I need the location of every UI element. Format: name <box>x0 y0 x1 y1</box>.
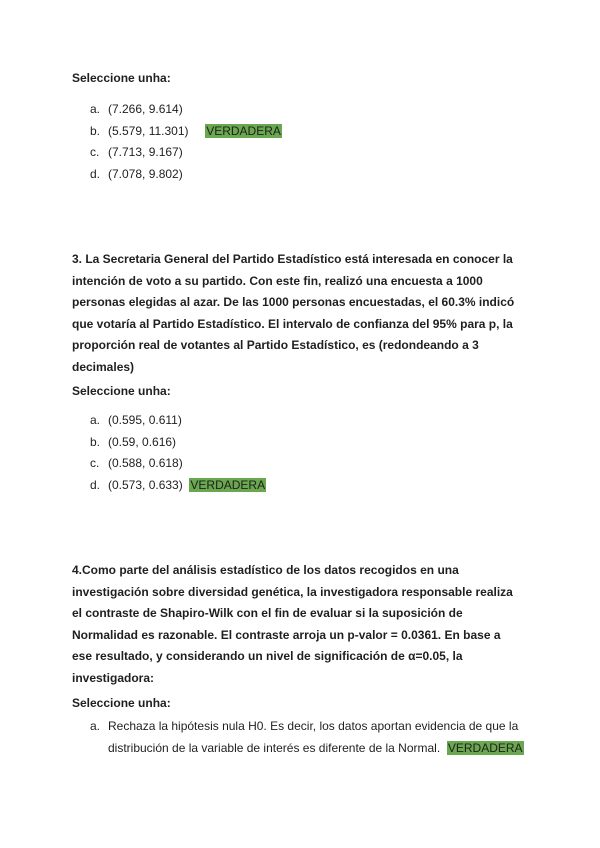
answer-options <box>90 410 266 496</box>
question-4-text: 4.Como parte del análisis estadístico de los datos recogidos en una investigación sobre diversidad genética, la investigadora responsable realiza el contraste de Shapiro-Wilk con el fin de evaluar si la suposición de Normalidad es razonable. El contraste arroja un p-valor = 0.0361. En base a ese resultado, y considerando un nivel de significación de α=0.05, la investigadora: <box>72 563 513 685</box>
option-c[interactable]: c. (7.713, 9.167) <box>90 145 183 159</box>
select-label: Seleccione unha: <box>72 71 171 85</box>
option-text: (0.595, 0.611) <box>108 413 182 427</box>
option-a[interactable]: a. (0.595, 0.611) <box>90 413 182 427</box>
option-d[interactable]: d. (7.078, 9.802) <box>90 166 183 181</box>
option-text: (0.573, 0.633) <box>108 477 183 492</box>
option-text: (0.588, 0.618) <box>108 456 183 470</box>
option-text: Rechaza la hipótesis nula H0. Es decir, los datos aportan evidencia de que la distribución de la variable de interés es diferente de la Normal. <box>108 719 519 755</box>
answer-options <box>90 99 282 185</box>
option-text: (7.078, 9.802) <box>108 166 183 181</box>
select-label: Seleccione unha: <box>72 384 171 398</box>
select-label: Seleccione unha: <box>72 696 171 710</box>
option-text: (7.266, 9.614) <box>108 102 183 116</box>
option-text: (5.579, 11.301) <box>108 123 189 138</box>
option-text: (7.713, 9.167) <box>108 145 183 159</box>
correct-badge: VERDADERA <box>206 123 281 138</box>
option-a[interactable]: a. (7.266, 9.614) <box>90 102 183 116</box>
option-c[interactable]: c. (0.588, 0.618) <box>90 456 183 470</box>
option-b[interactable]: b. (5.579, 11.301) VERDADERA <box>90 123 281 138</box>
option-b[interactable]: b. (0.59, 0.616) <box>90 434 177 449</box>
correct-badge: VERDADERA <box>190 477 266 492</box>
correct-badge: VERDADERA <box>447 740 523 755</box>
question-3-text: 3. La Secretaria General del Partido Estadístico está interesada en conocer la intención de voto a su partido. Con este fin, realizó una encuesta a 1000 personas elegidas al azar. De las 1000 personas encuestadas, el 60.3% indicó que votaría al Partido Estadístico. El intervalo de confianza del 95% para p, la proporción real de votantes al Partido Estadístico, es (redondeando a 3 decimales) <box>72 252 515 374</box>
option-a[interactable]: a. Rechaza la hipótesis nula H0. Es decir, los datos aportan evidencia de que la distribución de la variable de interés es diferente de la Normal. VERDADERA <box>90 719 523 755</box>
option-d[interactable]: d. (0.573, 0.633) VERDADERA <box>90 477 266 492</box>
option-text: (0.59, 0.616) <box>108 434 177 449</box>
